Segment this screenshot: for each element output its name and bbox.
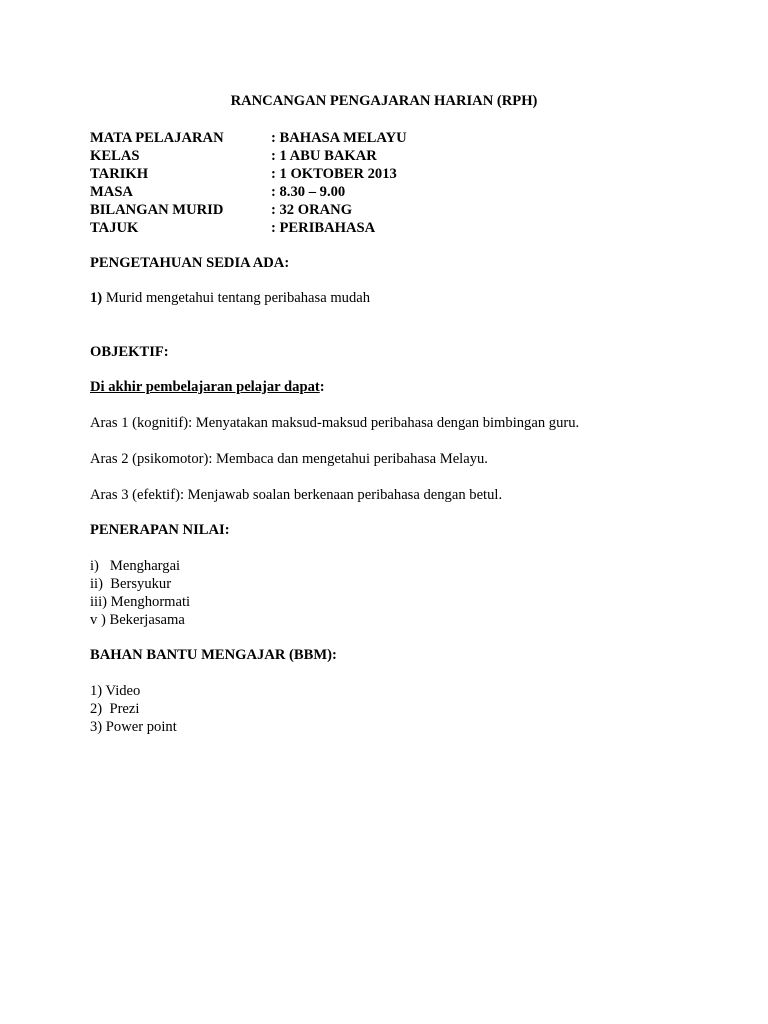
objective-level-2: Aras 2 (psikomotor): Membaca dan mengetahui peribahasa Melayu. — [90, 451, 488, 467]
info-row-class — [90, 147, 407, 165]
list-item: 1) Video — [90, 683, 141, 699]
info-value: : PERIBAHASA — [271, 220, 376, 236]
list-item: i) Menghargai — [90, 558, 181, 574]
objectives-heading: OBJEKTIF: — [90, 344, 169, 360]
info-value: : 8.30 – 9.00 — [271, 184, 346, 200]
info-table — [90, 129, 407, 237]
list-item: ii) Bersyukur — [90, 576, 172, 592]
item-text: Murid mengetahui tentang peribahasa mudah — [102, 290, 371, 306]
info-label: MASA — [90, 184, 133, 200]
document-title: RANCANGAN PENGAJARAN HARIAN (RPH) — [230, 93, 538, 109]
values-list — [90, 557, 190, 629]
info-value: : BAHASA MELAYU — [271, 130, 407, 146]
info-row-date — [90, 165, 407, 183]
info-value: : 32 ORANG — [271, 202, 353, 218]
materials-list — [90, 682, 177, 736]
info-label: BILANGAN MURID — [90, 202, 224, 218]
info-row-time — [90, 183, 407, 201]
values-heading: PENERAPAN NILAI: — [90, 522, 230, 538]
list-item: 3) Power point — [90, 719, 177, 735]
list-item: iii) Menghormati — [90, 594, 191, 610]
list-item: 2) Prezi — [90, 701, 140, 717]
objectives-subheading — [90, 379, 325, 396]
info-value: : 1 ABU BAKAR — [271, 148, 377, 164]
list-item: v ) Bekerjasama — [90, 612, 185, 628]
info-row-students — [90, 201, 407, 219]
info-row-subject — [90, 129, 407, 147]
info-label: MATA PELAJARAN — [90, 130, 224, 146]
prior-knowledge-item — [90, 290, 370, 307]
objective-level-1: Aras 1 (kognitif): Menyatakan maksud-maksud peribahasa dengan bimbingan guru. — [90, 415, 580, 431]
objective-level-3: Aras 3 (efektif): Menjawab soalan berkenaan peribahasa dengan betul. — [90, 487, 503, 503]
info-label: TARIKH — [90, 166, 149, 182]
info-row-topic — [90, 219, 407, 237]
info-label: TAJUK — [90, 220, 139, 236]
objectives-subheading-text: Di akhir pembelajaran pelajar dapat — [90, 379, 320, 395]
prior-knowledge-heading: PENGETAHUAN SEDIA ADA: — [90, 255, 290, 271]
materials-heading: BAHAN BANTU MENGAJAR (BBM): — [90, 647, 337, 663]
info-value: : 1 OKTOBER 2013 — [271, 166, 397, 182]
info-label: KELAS — [90, 148, 140, 164]
objectives-subheading-colon: : — [319, 379, 325, 395]
item-number: 1) — [90, 290, 103, 306]
